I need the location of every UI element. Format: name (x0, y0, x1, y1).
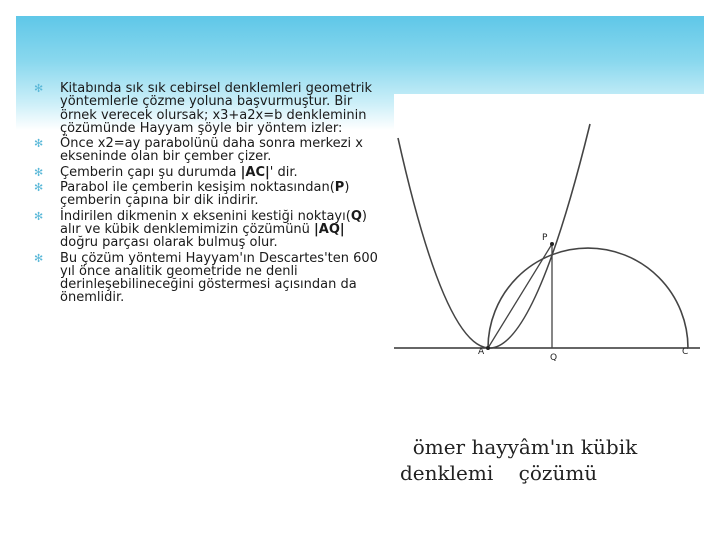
chord-ap (488, 244, 552, 348)
bullet-item (34, 137, 379, 164)
bullet-item (34, 166, 379, 179)
point-a (486, 346, 490, 350)
bullet-item (34, 181, 379, 208)
asterisk-bullet-icon: ✻ (34, 82, 44, 95)
bullet-text-bold: P (334, 180, 345, 196)
asterisk-bullet-icon: ✻ (34, 137, 44, 151)
caption-line-1: ömer hayyâm'ın kübik (400, 435, 638, 459)
asterisk-bullet-icon: ✻ (34, 181, 44, 195)
bullet-text-bold: Q (350, 208, 362, 224)
parabola-circle-figure (394, 94, 706, 384)
bullet-text: Bu çözüm yöntemi Hayyam'ın Descartes'ten 600 yıl önce analitik geometride ne denli derinleşebilineceğini göstermesi açısından da önemlidir. (60, 250, 378, 306)
bullet-item (34, 252, 379, 305)
bullet-text-pre: Parabol ile çemberin kesişim noktasından( (60, 180, 335, 196)
label-q: Q (550, 353, 558, 363)
bullet-text: Önce x2=ay parabolünü daha sonra merkezi x ekseninde olan bir çember çizer. (60, 136, 363, 165)
bullet-text-bold: |AC| (240, 164, 270, 180)
bullet-text-pre: İndirilen dikmenin x eksenini kestiği noktayı( (60, 208, 351, 224)
bullet-text-mid: ) alır ve kübik denklemimizin çözümünü (60, 208, 367, 237)
bullet-text-post: ) çemberin çapına bir dik indirir. (60, 180, 350, 209)
caption-line-2: denklemi çözümü (400, 461, 598, 485)
bullet-text: Kitabında sık sık cebirsel denklemleri geometrik yöntemlerle çözme yoluna başvurmuştur. Bir örnek verecek olursak; x3+a2x=b denkleminin çözümünde Hayyam şöyle bir yöntem izler: (60, 81, 373, 136)
bullet-list (34, 82, 379, 307)
figure-caption (400, 434, 700, 486)
asterisk-bullet-icon: ✻ (34, 209, 44, 223)
bullet-text-post: doğru parçası olarak bulmuş olur. (60, 235, 278, 251)
bullet-text-pre: Çemberin çapı şu durumda (60, 164, 241, 180)
bullet-item (34, 210, 379, 250)
bullet-text-post: ' dir. (269, 164, 298, 180)
label-p: P (542, 233, 548, 243)
point-p (550, 242, 554, 246)
asterisk-bullet-icon: ✻ (34, 251, 44, 265)
bullet-text-bold: |AQ| (314, 221, 345, 237)
label-a: A (478, 347, 485, 357)
label-c: C (682, 347, 689, 357)
bullet-item (34, 82, 379, 135)
asterisk-bullet-icon: ✻ (34, 165, 44, 179)
geometry-diagram (394, 94, 706, 384)
